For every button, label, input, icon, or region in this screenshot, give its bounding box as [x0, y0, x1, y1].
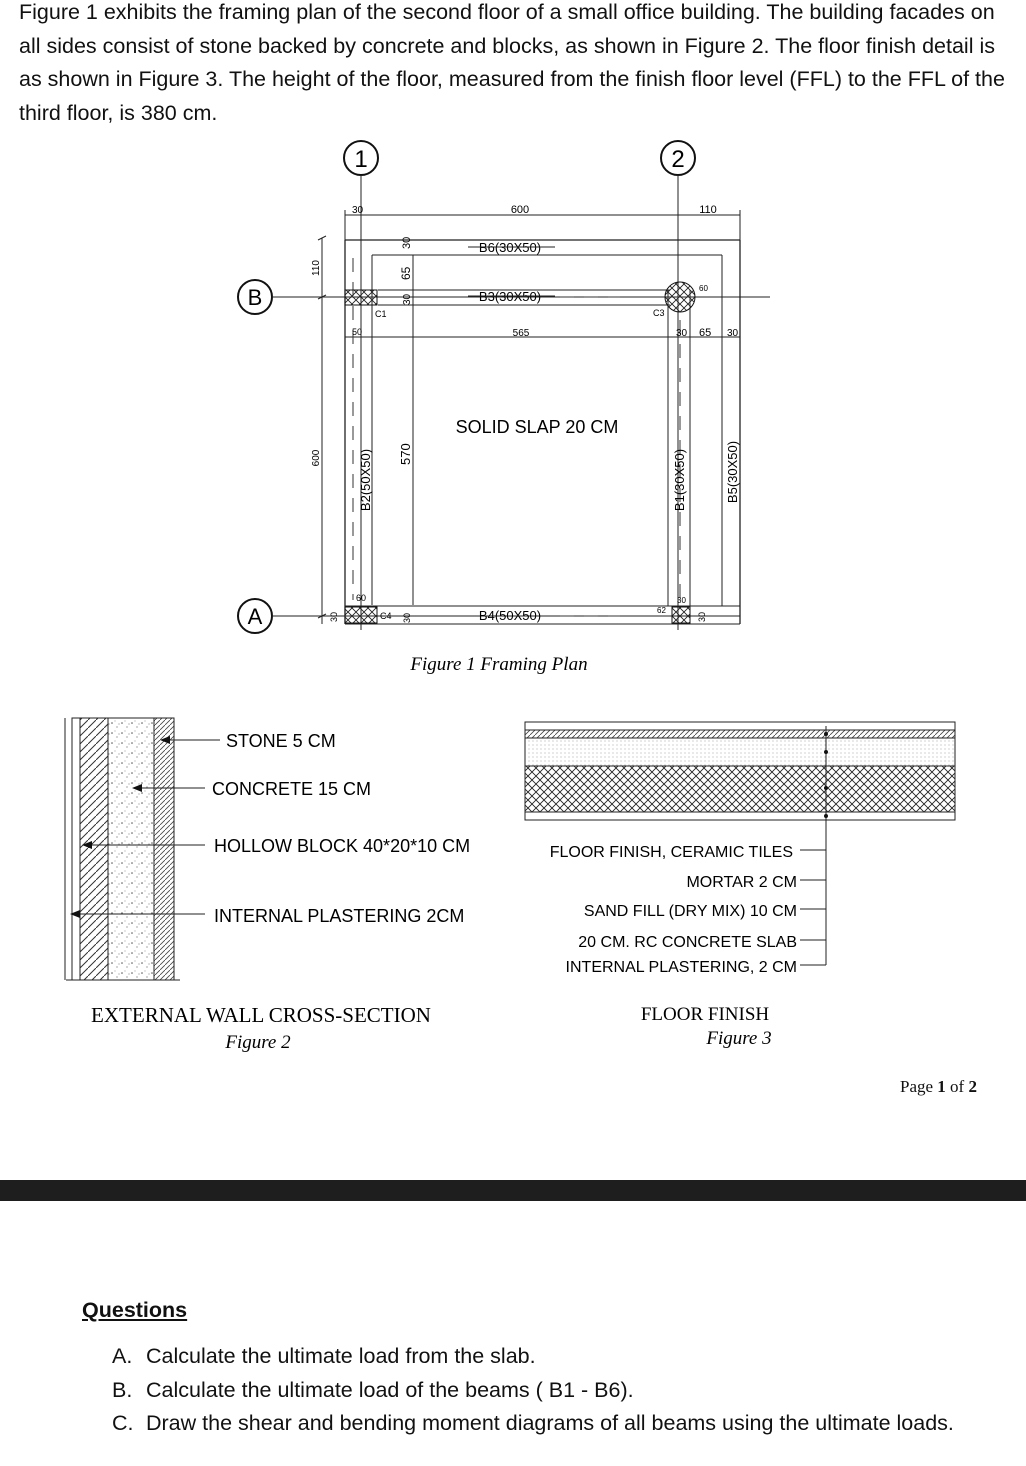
questions-heading: Questions: [82, 1298, 188, 1322]
dim-565: 565: [512, 328, 530, 339]
dim-r-62: 62: [657, 606, 666, 615]
figure3-caption: Figure 3: [706, 1028, 772, 1049]
column-c1: [345, 290, 377, 305]
floor-label-plaster: INTERNAL PLASTERING, 2 CM: [565, 959, 797, 976]
intro-paragraph: Figure 1 exhibits the framing plan of the second floor of a small office building. The building facades on all sides consist of stone backed by concrete and blocks, as shown in Figure 2. The floor finish detail is as shown in Figure 3. The height of the floor, measured from the finish floor level (FFL) to the FFL of the third floor, is 380 cm.: [19, 0, 1005, 125]
label-b6: B6(30X50): [478, 240, 542, 255]
dim-top-30: 30: [352, 205, 364, 216]
floor-label-slab: 20 CM. RC CONCRETE SLAB: [578, 934, 797, 951]
slab-label: SOLID SLAP 20 CM: [455, 417, 619, 437]
column-c4: [345, 607, 377, 623]
dim-60: 60: [356, 593, 367, 603]
dim-30d: 30: [402, 612, 412, 623]
wall-label-plaster: INTERNAL PLASTERING 2CM: [214, 906, 465, 926]
wall-label-concrete: CONCRETE 15 CM: [212, 779, 372, 799]
dim-r-30d: 30: [697, 611, 707, 622]
dim-30a: 30: [401, 236, 413, 249]
column-c2: [672, 607, 690, 623]
grid-label-b: B: [247, 285, 263, 310]
dim-65: 65: [399, 266, 413, 280]
floor-label-mortar: MORTAR 2 CM: [686, 874, 797, 891]
floor-label-sand: SAND FILL (DRY MIX) 10 CM: [583, 903, 797, 920]
label-b1: B1(30X50): [672, 448, 687, 512]
label-c1: C1: [375, 309, 387, 319]
label-c4: C4: [380, 611, 392, 621]
figure2-caption: Figure 2: [225, 1032, 291, 1053]
question-item: A. Calculate the ultimate load from the slab.: [112, 1344, 536, 1368]
floor-label-tiles: FLOOR FINISH, CERAMIC TILES: [549, 844, 793, 861]
dim-r-30a: 30: [676, 328, 688, 339]
wall-label-stone: STONE 5 CM: [226, 731, 336, 751]
label-b4: B4(50X50): [478, 608, 542, 623]
dim-top-600: 600: [510, 204, 530, 216]
question-item: B. Calculate the ultimate load of the beams ( B1 - B6).: [112, 1377, 634, 1402]
column-c3: [665, 282, 695, 312]
framing-plan: [238, 141, 770, 675]
page-separator: [0, 1180, 1026, 1201]
label-b2: B2(50X50): [358, 448, 373, 512]
dim-570: 570: [398, 443, 413, 465]
figure1-caption: Figure 1 Framing Plan: [410, 654, 588, 675]
wall-section: [65, 718, 470, 1053]
page-number: Page 1 of 2: [900, 1077, 977, 1096]
label-b5: B5(30X50): [725, 440, 740, 504]
grid-label-2: 2: [671, 146, 685, 173]
dim-r-30b: 30: [727, 328, 739, 339]
label-b3: B3(30X50): [478, 289, 542, 304]
dim-r-30c: 30: [677, 596, 686, 605]
dim-50: 50: [352, 327, 363, 337]
question-item: C. Draw the shear and bending moment diagrams of all beams using the ultimate loads.: [112, 1411, 954, 1435]
dim-left-110: 110: [311, 260, 322, 276]
figure2-title: EXTERNAL WALL CROSS-SECTION: [91, 1003, 431, 1027]
dim-30b: 30: [402, 293, 413, 305]
dim-r-65: 65: [699, 327, 712, 339]
grid-label-a: A: [247, 604, 263, 629]
label-c3: C3: [653, 308, 665, 318]
dim-r-60: 60: [699, 284, 708, 293]
dim-30c: 30: [329, 611, 339, 622]
floor-finish-section: [525, 722, 955, 1049]
questions-list: [112, 1340, 992, 1441]
figure3-title: FLOOR FINISH: [640, 1004, 770, 1025]
wall-label-block: HOLLOW BLOCK 40*20*10 CM: [214, 836, 471, 856]
dim-left-600: 600: [311, 449, 322, 467]
grid-label-1: 1: [354, 146, 368, 173]
dim-top-110: 110: [699, 204, 717, 216]
